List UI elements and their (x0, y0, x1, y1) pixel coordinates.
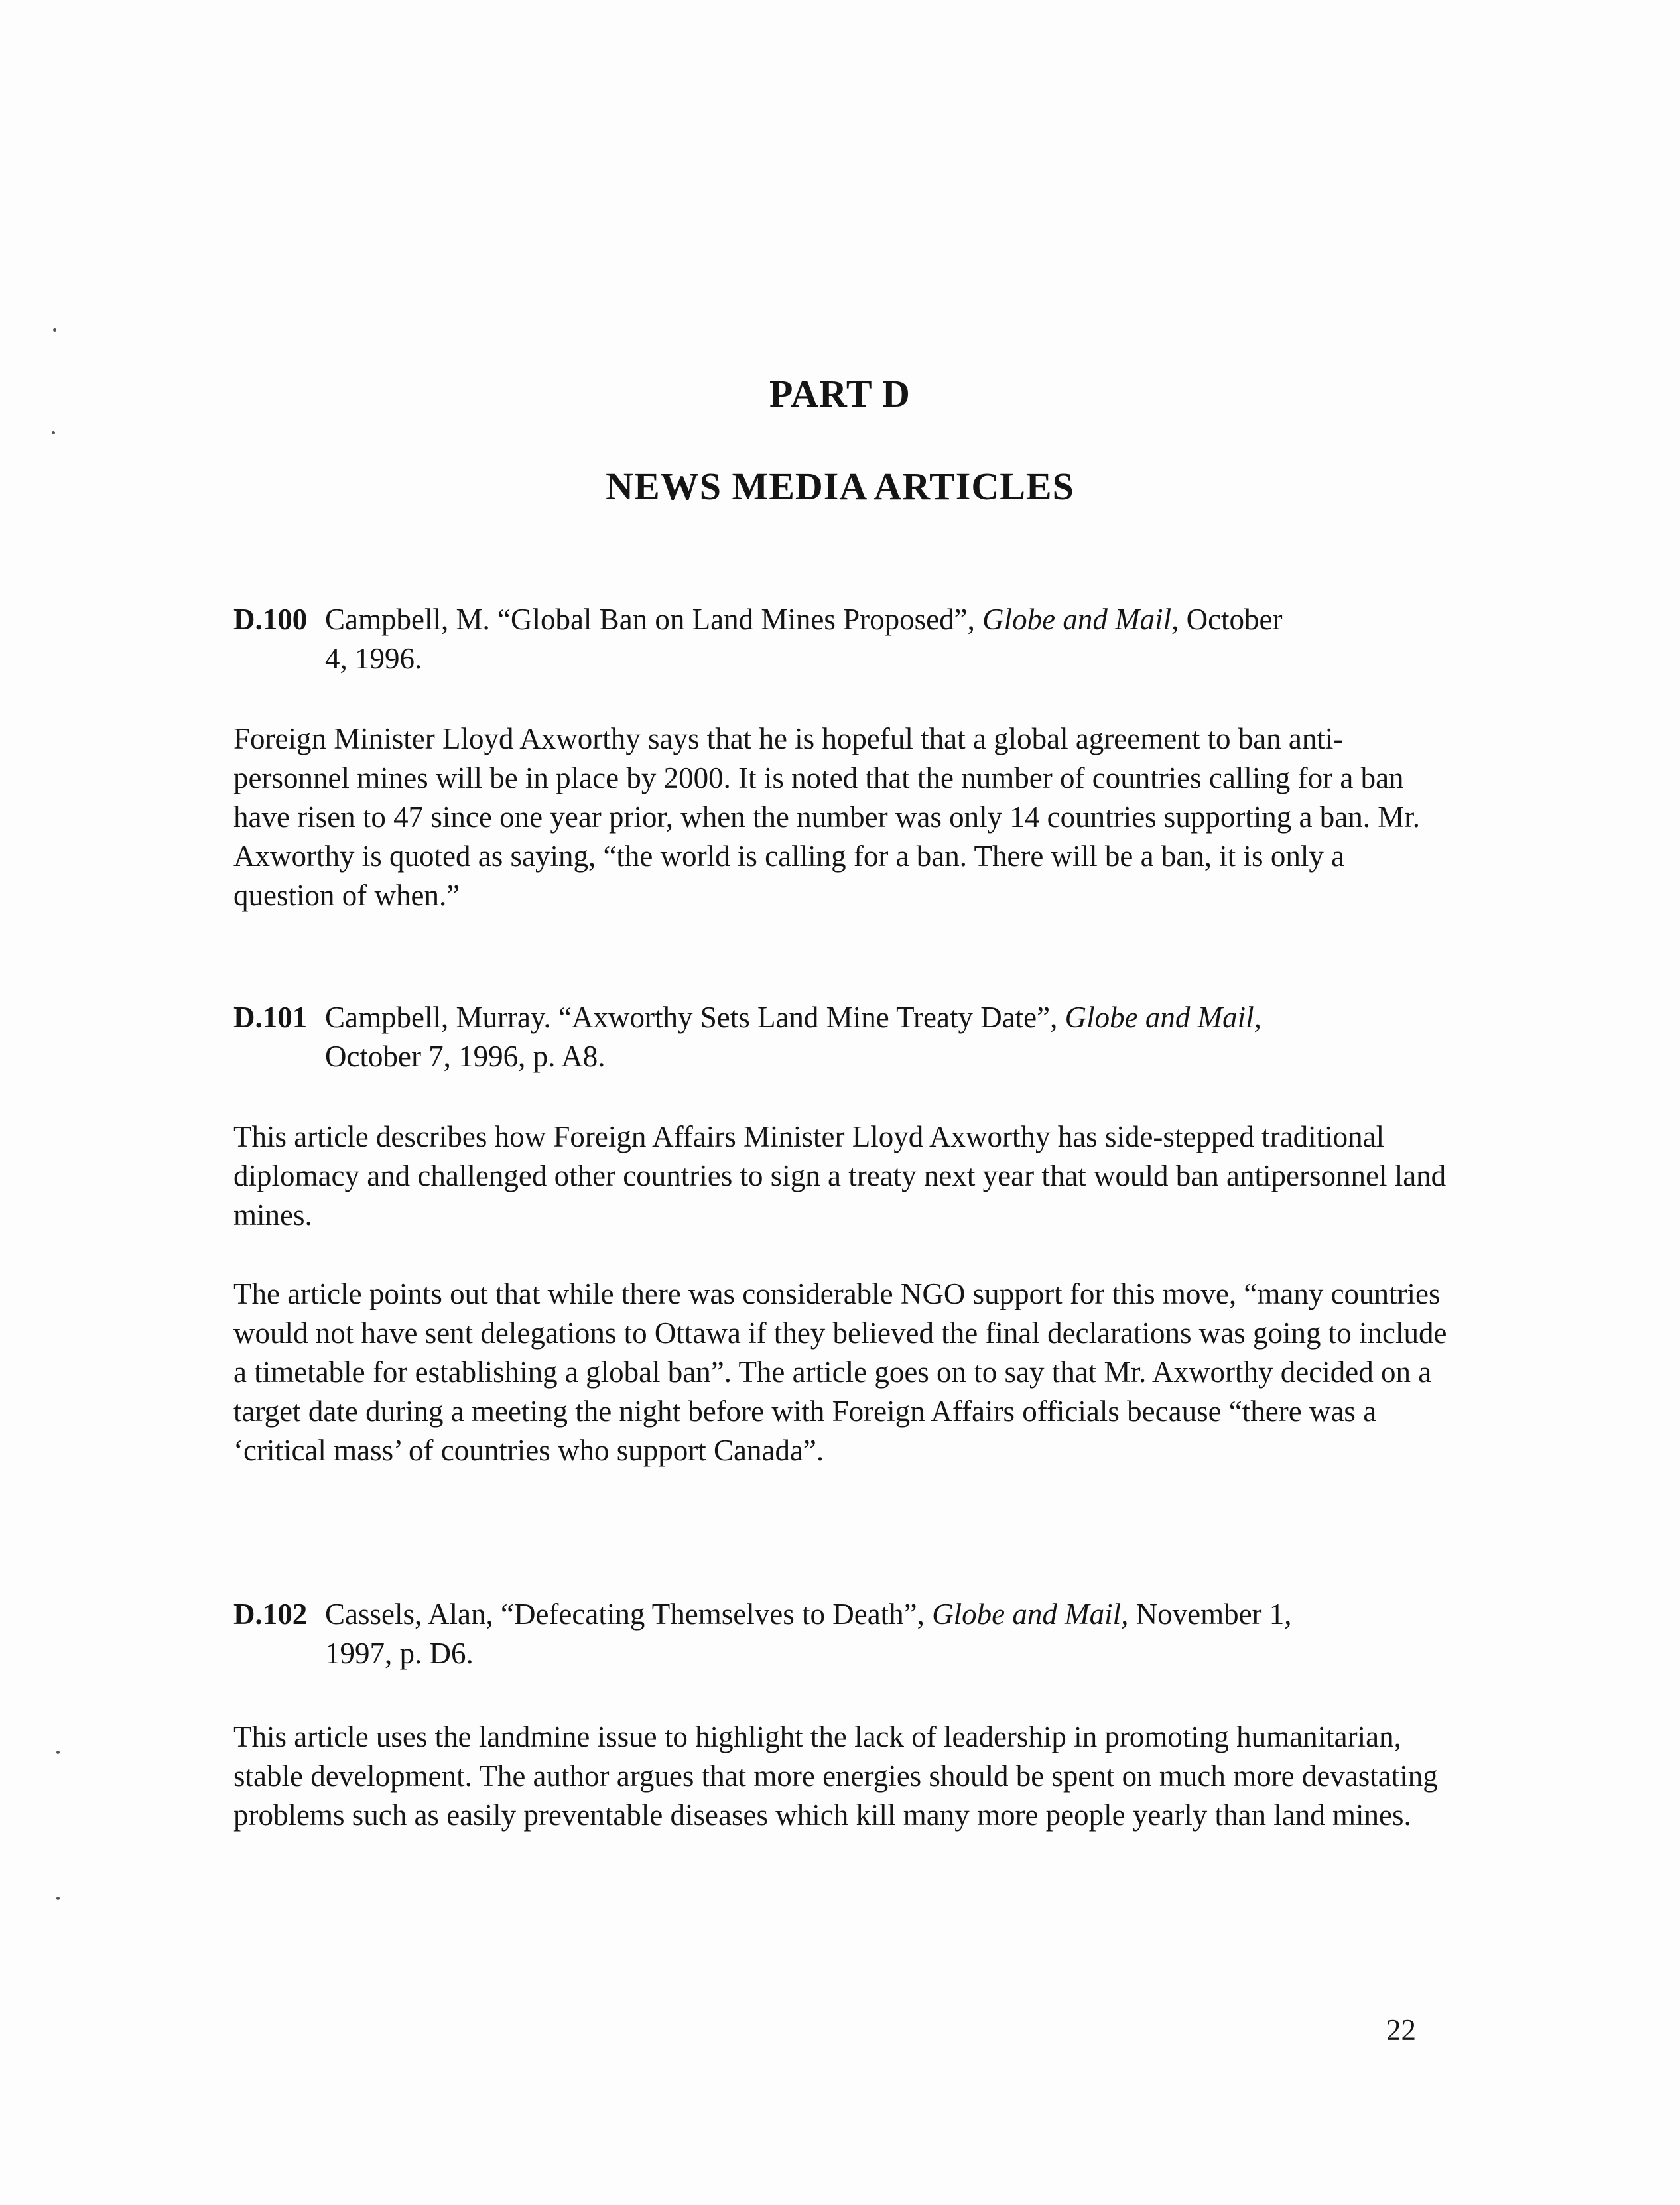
scan-speck (56, 1751, 60, 1754)
citation-text: Campbell, Murray. “Axworthy Sets Land Mine Treaty Date”, (325, 1001, 1065, 1034)
citation-continuation: 4, 1996. (325, 642, 422, 675)
citation-source: Globe and Mail, (1065, 1001, 1261, 1034)
entry-summary-d100: Foreign Minister Lloyd Axworthy says that he is hopeful that a global agreement to ban anti-personnel mines will be in place by 2000. It is noted that the number of countries calling for a ban have risen to 47 since one year prior, when the number was only 14 countries supporting a ban. Mr. Axworthy is quoted as saying, “the world is calling for a ban. There will be a ban, it is only a question of when.” (233, 722, 1421, 912)
entry-citation-d101 (233, 998, 1447, 1076)
scan-speck (53, 328, 56, 332)
citation-source: Globe and Mail, (982, 603, 1179, 636)
part-title: PART D (769, 372, 911, 415)
citation-text: Cassels, Alan, “Defecating Themselves to Death”, (325, 1598, 933, 1631)
citation-continuation: October 7, 1996, p. A8. (325, 1040, 606, 1073)
scan-speck (52, 431, 55, 434)
entry-summary-d101-1: This article describes how Foreign Affairs Minister Lloyd Axworthy has side-stepped traditional diplomacy and challenged other countries to sign a treaty next year that would ban antipersonnel land mines. (233, 1120, 1447, 1231)
citation-text-end: October (1179, 603, 1283, 636)
entry-citation-d102 (233, 1595, 1447, 1673)
citation-text-end: November 1, (1128, 1598, 1292, 1631)
page-number: 22 (1386, 2013, 1416, 2047)
entry-citation-d100 (233, 600, 1447, 678)
entry-code: D.101 (233, 1001, 308, 1034)
citation-continuation: 1997, p. D6. (325, 1637, 474, 1670)
citation-text: Campbell, M. “Global Ban on Land Mines Proposed”, (325, 603, 983, 636)
scan-speck (56, 1897, 60, 1900)
entry-code: D.100 (233, 603, 308, 636)
entry-code: D.102 (233, 1598, 308, 1631)
section-title: NEWS MEDIA ARTICLES (606, 465, 1074, 508)
entry-summary-d101-2: The article points out that while there was considerable NGO support for this move, “many countries would not have sent delegations to Ottawa if they believed the final declarations was going to include a timetable for establishing a global ban”. The article goes on to say that Mr. Axworthy decided on a target date during a meeting the night before with Foreign Affairs officials because “there was a ‘critical mass’ of countries who support Canada”. (233, 1277, 1447, 1467)
citation-source: Globe and Mail, (932, 1598, 1129, 1631)
entry-summary-d102: This article uses the landmine issue to highlight the lack of leadership in promoting humanitarian, stable development. The author argues that more energies should be spent on much more devastating problems such as easily preventable diseases which kill many more people yearly than land mines. (233, 1720, 1438, 1832)
